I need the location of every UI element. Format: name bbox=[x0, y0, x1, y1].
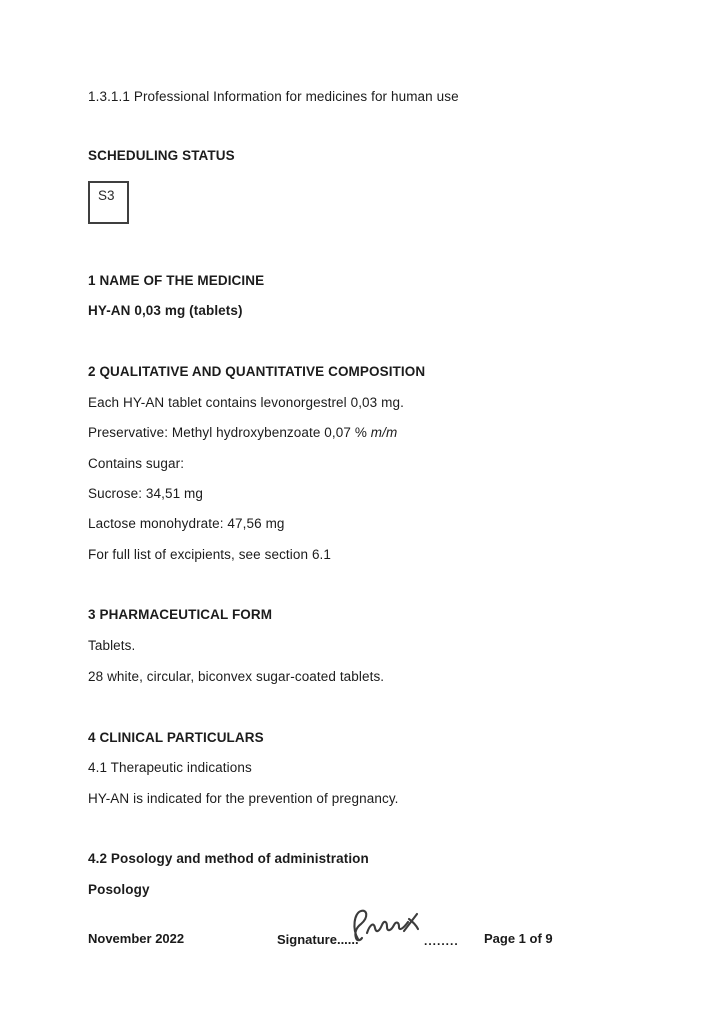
form-tablets: Tablets. bbox=[88, 638, 136, 653]
scheduling-status-heading: SCHEDULING STATUS bbox=[88, 148, 235, 163]
section-1-heading: 1 NAME OF THE MEDICINE bbox=[88, 273, 265, 288]
indication-text: HY-AN is indicated for the prevention of pregnancy. bbox=[88, 791, 399, 806]
section-3-heading: 3 PHARMACEUTICAL FORM bbox=[88, 607, 273, 622]
preservative-text: Preservative: Methyl hydroxybenzoate 0,07 % bbox=[88, 425, 371, 440]
footer-date: November 2022 bbox=[88, 931, 185, 946]
document-header-line: 1.3.1.1 Professional Information for medicines for human use bbox=[88, 89, 459, 104]
posology-subheading: Posology bbox=[88, 882, 150, 897]
footer-page-number: Page 1 of 9 bbox=[484, 931, 553, 946]
preservative-unit-italic: m/m bbox=[370, 425, 398, 440]
product-name: HY-AN 0,03 mg (tablets) bbox=[88, 303, 243, 318]
form-description: 28 white, circular, biconvex sugar-coated tablets. bbox=[88, 669, 385, 684]
composition-sucrose: Sucrose: 34,51 mg bbox=[88, 486, 204, 501]
footer-signature-label: Signature...... bbox=[277, 932, 359, 947]
composition-sugar: Contains sugar: bbox=[88, 456, 185, 471]
composition-contains: Each HY-AN tablet contains levonorgestrel 0,03 mg. bbox=[88, 395, 404, 410]
composition-preservative bbox=[88, 425, 397, 441]
handwritten-signature-icon bbox=[347, 905, 425, 947]
schedule-code: S3 bbox=[98, 188, 115, 203]
footer-signature-trailing-dots: ........ bbox=[424, 934, 459, 948]
section-2-heading: 2 QUALITATIVE AND QUANTITATIVE COMPOSITION bbox=[88, 364, 426, 379]
composition-excipients: For full list of excipients, see section 6.1 bbox=[88, 547, 332, 562]
composition-lactose: Lactose monohydrate: 47,56 mg bbox=[88, 516, 285, 531]
subsection-4-1-heading: 4.1 Therapeutic indications bbox=[88, 760, 252, 775]
schedule-code-box bbox=[88, 181, 129, 224]
subsection-4-2-heading: 4.2 Posology and method of administration bbox=[88, 851, 369, 866]
section-4-heading: 4 CLINICAL PARTICULARS bbox=[88, 730, 264, 745]
